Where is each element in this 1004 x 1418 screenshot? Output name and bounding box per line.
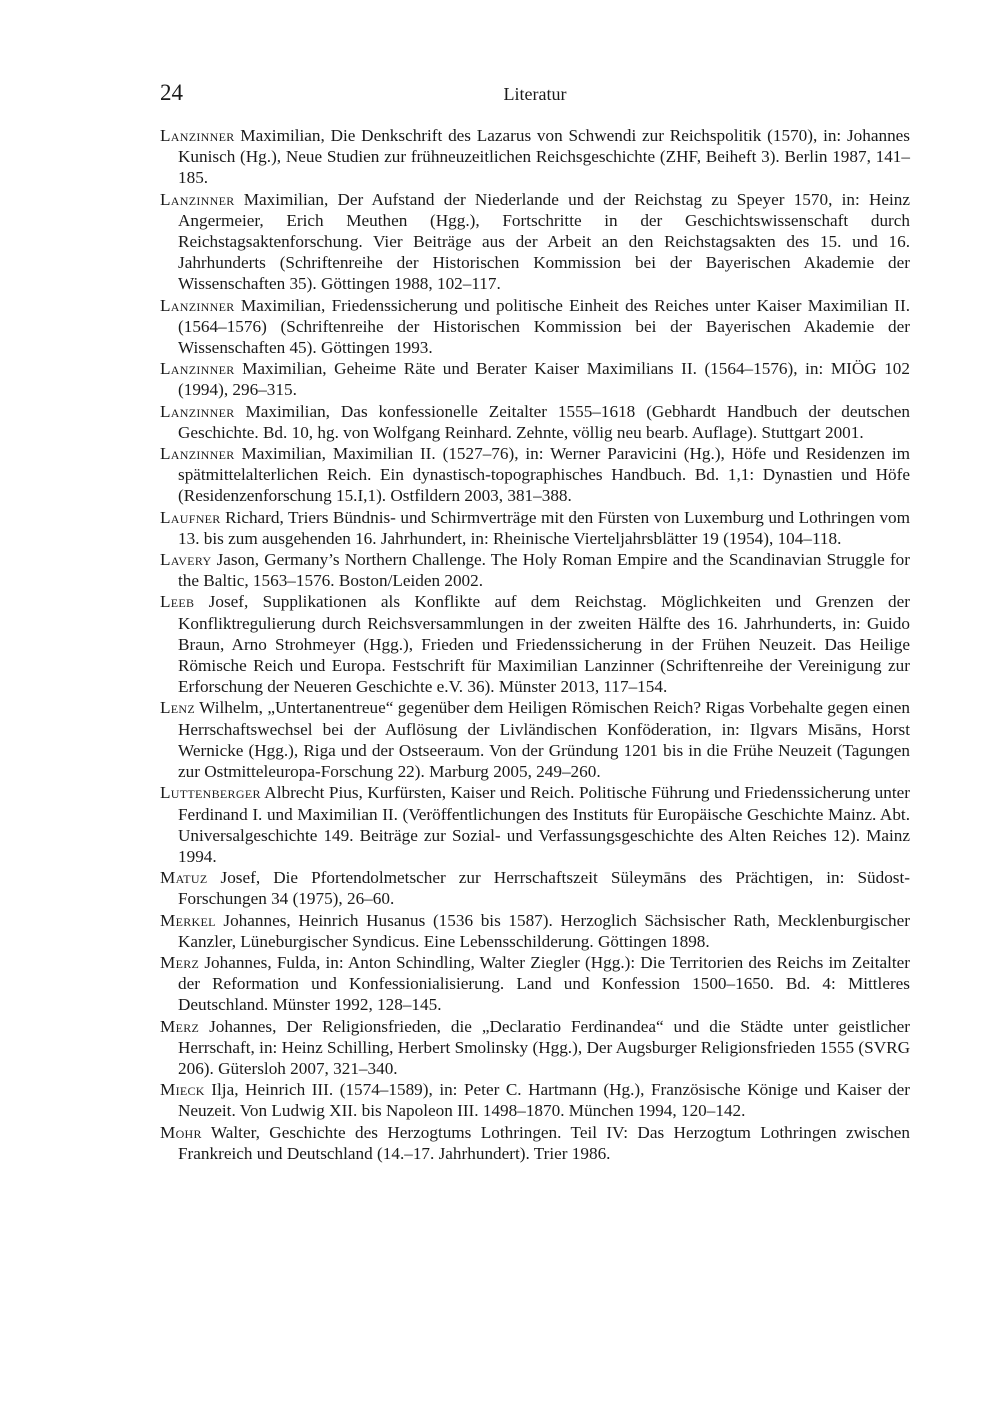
entry-text: Josef, Die Pfortendolmetscher zur Herrschaftszeit Süleymāns des Prächtigen, in: Südost-Forschungen 34 (1975), 26–60.: [178, 868, 910, 909]
entry-text: Maximilian, Der Aufstand der Niederlande und der Reichstag zu Speyer 1570, in: Heinz Angermeier, Erich Meuthen (Hgg.), Fortschritte in der Geschichtswissenschaft durch Reichstagsaktenforschung. Vier Beiträge aus der Arbeit an den Reichstagsakten des 15. und 16. Jahrhunderts (Schriftenreihe der Historischen Kommission bei der Bayerischen Akademie der Wissenschaften 35). Göttingen 1988, 102–117.: [178, 189, 910, 294]
entry-author: Merz: [160, 952, 200, 972]
entry-author: Matuz: [160, 868, 208, 888]
entry-text: Johannes, Fulda, in: Anton Schindling, Walter Ziegler (Hgg.): Die Territorien des Reichs im Zeitalter der Reformation und Konfessionialisierung. Land und Konfession 1500–1650. Bd. 4: Mittleres Deutschland. Münster 1992, 128–145.: [178, 952, 910, 1015]
entry-author: Lanzinner: [160, 126, 235, 145]
entry-text: Maximilian, Geheime Räte und Berater Kaiser Maximilians II. (1564–1576), in: MIÖG 102 (1994), 296–315.: [178, 359, 910, 400]
entry-text: Richard, Triers Bündnis- und Schirmverträge mit den Fürsten von Luxemburg und Lothringen vom 13. bis zum ausgehenden 16. Jahrhundert, in: Rheinische Vierteljahrsblätter 19 (1954), 104–118.: [178, 507, 910, 548]
bibliography-entry: [160, 910, 910, 952]
entry-author: Merz: [160, 1016, 200, 1036]
entry-text: Johannes, Der Religionsfrieden, die „Declaratio Ferdinandea“ und die Städte unter geistlicher Herrschaft, in: Heinz Schilling, Herbert Smolinsky (Hgg.), Der Augsburger Religionsfrieden 1555 (SVRG 206). Gütersloh 2007, 321–340.: [178, 1016, 910, 1078]
bibliography-entry: [160, 591, 910, 697]
entry-author: Luttenberger: [160, 783, 261, 803]
entry-author: Lanzinner: [160, 401, 235, 421]
bibliography-entry: [160, 952, 910, 1016]
bibliography-entry: [160, 507, 910, 549]
entry-text: Maximilian, Friedenssicherung und politische Einheit des Reiches unter Kaiser Maximilian II. (1564–1576) (Schriftenreihe der Historischen Kommission bei der Bayerischen Akademie der Wissenschaften 45). Göttingen 1993.: [178, 295, 910, 358]
page-header: [160, 78, 910, 108]
entry-text: Ilja, Heinrich III. (1574–1589), in: Peter C. Hartmann (Hg.), Französische Könige und Kaiser der Neuzeit. Von Ludwig XII. bis Napoleon III. 1498–1870. München 1994, 120–142.: [178, 1080, 910, 1121]
entry-text: Maximilian, Das konfessionelle Zeitalter 1555–1618 (Gebhardt Handbuch der deutschen Geschichte. Bd. 10, hg. von Wolfgang Reinhard. Zehnte, völlig neu bearb. Auflage). Stuttgart 2001.: [178, 401, 910, 442]
entry-text: Jason, Germany’s Northern Challenge. The Holy Roman Empire and the Scandinavian Struggle for the Baltic, 1563–1576. Boston/Leiden 2002.: [178, 550, 910, 591]
entry-author: Lanzinner: [160, 359, 235, 379]
bibliography-entry: [160, 443, 910, 507]
running-title: Literatur: [503, 84, 567, 104]
bibliography-entry: [160, 697, 910, 782]
entry-author: Lenz: [160, 698, 196, 718]
entry-text: Josef, Supplikationen als Konflikte auf dem Reichstag. Möglichkeiten und Grenzen der Konfliktregulierung durch Reichsversammlungen in der zweiten Hälfte des 16. Jahrhunderts, in: Guido Braun, Arno Strohmeyer (Hgg.), Frieden und Friedenssicherung in der Frühen Neuzeit. Das Heilige Römische Reich und Europa. Festschrift für Maximilian Lanzinner (Schriftenreihe der Vereinigung zur Erforschung der Neueren Geschichte e.V. 36). Münster 2013, 117–154.: [178, 592, 910, 697]
entry-author: Laufner: [160, 507, 221, 527]
bibliography-entry: [160, 125, 910, 189]
entry-author: Leeb: [160, 592, 195, 612]
entry-author: Merkel: [160, 910, 216, 930]
bibliography-entry: [160, 189, 910, 295]
bibliography-entry: [160, 358, 910, 400]
bibliography-entry: [160, 1122, 910, 1164]
bibliography-list: [160, 125, 910, 1164]
bibliography-entry: [160, 1079, 910, 1121]
entry-text: Albrecht Pius, Kurfürsten, Kaiser und Reich. Politische Führung und Friedenssicherung unter Ferdinand I. und Maximilian II. (Veröffentlichungen des Instituts für Europäische Geschichte Mainz. Abt. Universalgeschichte 149. Beiträge zur Sozial- und Verfassungsgeschichte des Alten Reiches 12). Mainz 1994.: [178, 783, 910, 866]
entry-author: Lanzinner: [160, 444, 235, 464]
bibliography-entry: [160, 549, 910, 591]
entry-author: Mieck: [160, 1080, 205, 1100]
entry-text: Maximilian, Die Denkschrift des Lazarus von Schwendi zur Reichspolitik (1570), in: Johannes Kunisch (Hg.), Neue Studien zur frühneuzeitlichen Reichsgeschichte (ZHF, Beiheft 3). Berlin 1987, 141–185.: [178, 126, 910, 188]
entry-author: Lanzinner: [160, 295, 235, 315]
page-number: 24: [160, 80, 183, 105]
entry-text: Johannes, Heinrich Husanus (1536 bis 1587). Herzoglich Sächsischer Rath, Mecklenburgischer Kanzler, Lüneburgischer Syndicus. Eine Lebensschilderung. Göttingen 1898.: [178, 910, 910, 951]
entry-text: Wilhelm, „Untertanentreue“ gegenüber dem Heiligen Römischen Reich? Rigas Vorbehalte gegen einen Herrschaftswechsel bei der Auflösung der Livländischen Konföderation, in: Ilgvars Misāns, Horst Wernicke (Hgg.), Riga und der Ostseeraum. Von der Gründung 1201 bis in die Frühe Neuzeit (Tagungen zur Ostmitteleuropa-Forschung 22). Marburg 2005, 249–260.: [178, 698, 910, 782]
entry-author: Mohr: [160, 1122, 202, 1142]
entry-author: Lanzinner: [160, 189, 235, 209]
entry-text: Maximilian, Maximilian II. (1527–76), in: Werner Paravicini (Hg.), Höfe und Residenzen im spätmittelalterlichen Reich. Ein dynastisch-topographisches Handbuch. Bd. 1,1: Dynastien und Höfe (Residenzenforschung 15.I,1). Ostfildern 2003, 381–388.: [178, 444, 910, 506]
bibliography-entry: [160, 401, 910, 443]
entry-text: Walter, Geschichte des Herzogtums Lothringen. Teil IV: Das Herzogtum Lothringen zwischen Frankreich und Deutschland (14.–17. Jahrhundert). Trier 1986.: [178, 1122, 910, 1163]
bibliography-entry: [160, 295, 910, 359]
bibliography-entry: [160, 867, 910, 909]
entry-author: Lavery: [160, 550, 212, 570]
bibliography-entry: [160, 782, 910, 867]
bibliography-entry: [160, 1016, 910, 1080]
